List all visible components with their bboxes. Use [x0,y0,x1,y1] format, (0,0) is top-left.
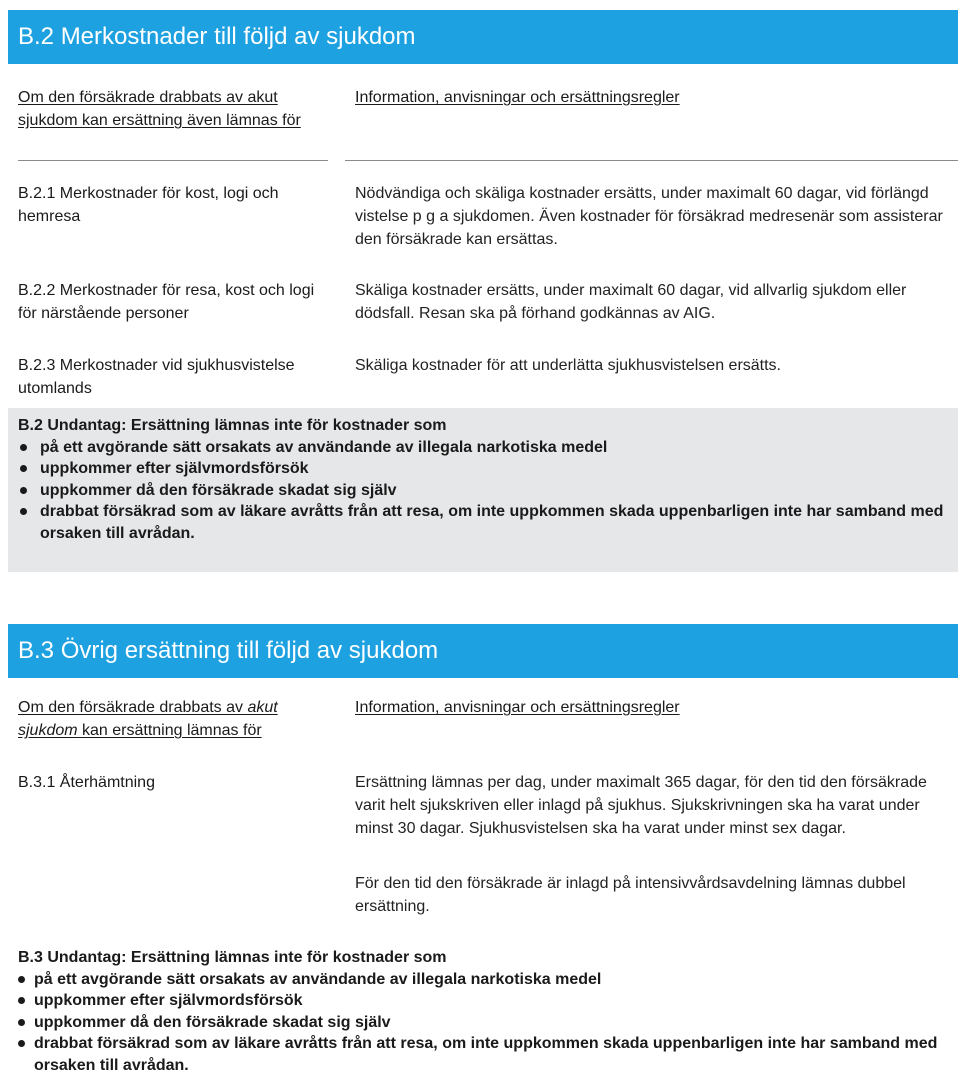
b2-2-label: B.2.2 Merkostnader för resa, kost och logi för närstående personer [18,282,315,322]
b2-exceptions-box [8,408,958,572]
b2-2-text: Skäliga kostnader ersätts, under maximalt 60 dagar, vid allvarlig sjukdom eller dödsfall. Resan ska på förhand godkännas av AIG. [355,282,907,322]
b3-right-header: Information, anvisningar och ersättningsregler [355,699,680,716]
list-item: uppkommer efter självmordsförsök [18,990,938,1012]
list-item: uppkommer då den försäkrade skadat sig själv [18,1012,938,1034]
b2-1-text: Nödvändiga och skäliga kostnader ersätts, under maximalt 60 dagar, vid förlängd vistelse p g a sjukdomen. Även kostnader för försäkrad medresenär som assisterar den försäkrade kan ersättas. [355,185,943,248]
b3-exceptions [18,947,938,1077]
b2-left-divider [18,160,328,161]
b2-right-divider [345,160,958,161]
list-item: drabbat försäkrad som av läkare avråtts från att resa, om inte uppkommen skada uppenbarligen inte har samband med orsaken till avrådan. [18,501,946,544]
b3-1-label: B.3.1 Återhämtning [18,774,155,791]
b2-3-text: Skäliga kostnader för att underlätta sjukhusvistelsen ersätts. [355,357,781,374]
b2-right-header: Information, anvisningar och ersättningsregler [355,89,680,106]
list-item: drabbat försäkrad som av läkare avråtts från att resa, om inte uppkommen skada uppenbarligen inte har samband med orsaken till avrådan. [18,1033,938,1076]
list-item: uppkommer då den försäkrade skadat sig själv [18,480,946,502]
b2-1-label: B.2.1 Merkostnader för kost, logi och hemresa [18,185,279,225]
b2-3-label: B.2.3 Merkostnader vid sjukhusvistelse utomlands [18,357,295,397]
b3-exceptions-list [18,969,938,1077]
section-b3-title: B.3 Övrig ersättning till följd av sjukdom [8,624,958,678]
b3-exceptions-title: B.3 Undantag: Ersättning lämnas inte för kostnader som [18,949,447,966]
section-b2-title: B.2 Merkostnader till följd av sjukdom [8,10,958,64]
b3-1-text-2: För den tid den försäkrade är inlagd på intensivvårdsavdelning lämnas dubbel ersättning. [355,875,906,915]
list-item: på ett avgörande sätt orsakats av användande av illegala narkotiska medel [18,969,938,991]
b2-exceptions-list [18,437,946,545]
b3-1-text: Ersättning lämnas per dag, under maximalt 365 dagar, för den tid den försäkrade varit helt sjukskriven eller inlagd på sjukhus. Sjukskrivningen ska ha varat under minst 30 dagar. Sjukhusvistelsen ska ha varat under minst sex dagar. [355,774,927,837]
b3-left-header: Om den försäkrade drabbats av akut sjukdom kan ersättning lämnas för [18,699,278,739]
b2-left-header: Om den försäkrade drabbats av akut sjukdom kan ersättning även lämnas för [18,89,301,129]
list-item: på ett avgörande sätt orsakats av användande av illegala narkotiska medel [18,437,946,459]
b2-exceptions-title: B.2 Undantag: Ersättning lämnas inte för kostnader som [18,417,447,434]
list-item: uppkommer efter självmordsförsök [18,458,946,480]
